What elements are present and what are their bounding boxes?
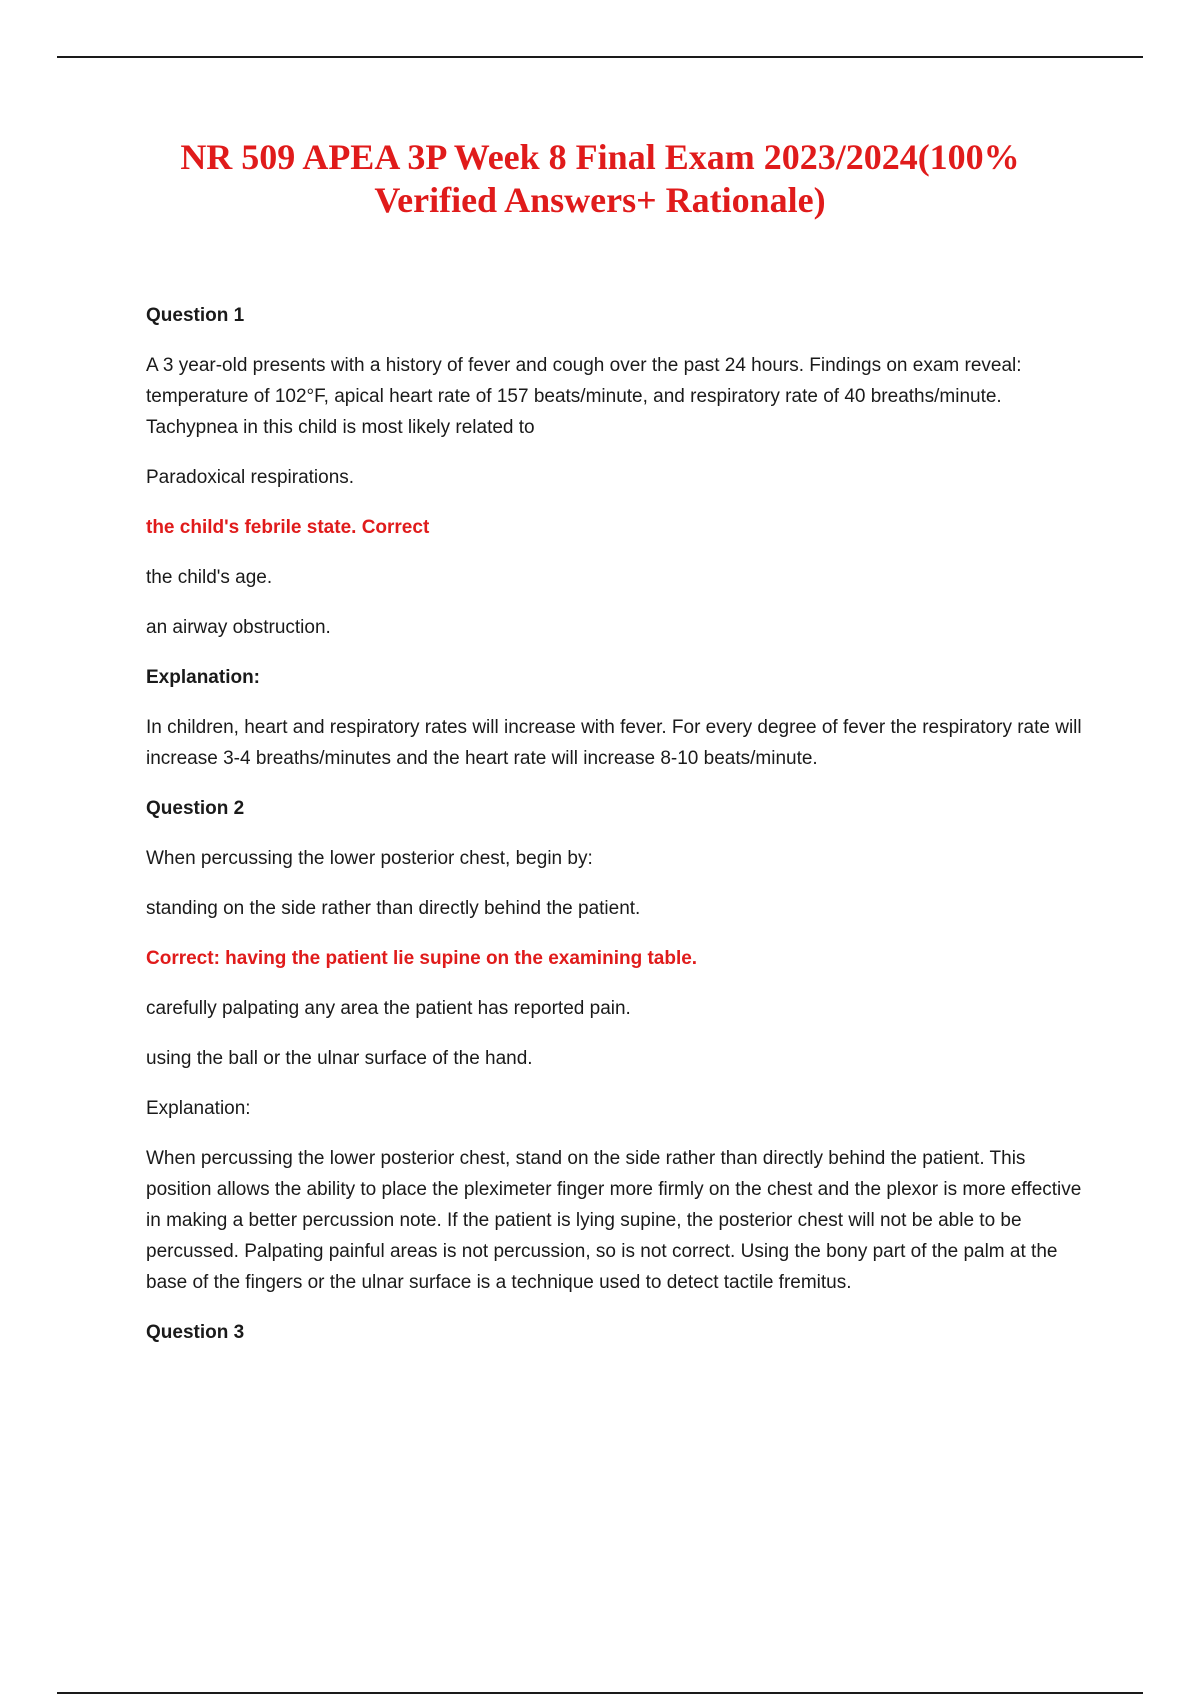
question-1-explanation: In children, heart and respiratory rates will increase with fever. For every degree of fever the respiratory rate will increase 3-4 breaths/minutes and the heart rate will increase 8-10 beats/minute. [146,717,1082,769]
question-1-option-a: Paradoxical respirations. [146,467,355,488]
question-2-option-a: standing on the side rather than directly behind the patient. [146,898,641,919]
question-1-explanation-label: Explanation: [146,667,261,688]
question-1-heading: Question 1 [146,305,245,326]
top-rule [57,56,1143,58]
question-2-option-b-correct: Correct: having the patient lie supine on the examining table. [146,948,698,969]
question-1-prompt: A 3 year-old presents with a history of fever and cough over the past 24 hours. Findings on exam reveal: temperature of 102°F, apical heart rate of 157 beats/minute, and respiratory rate of 40 breaths/minute. Tachypnea in this child is most likely related to [146,355,1022,438]
question-1-option-b-correct: the child's febrile state. Correct [146,517,430,538]
bottom-rule [57,1692,1143,1694]
question-1-option-d: an airway obstruction. [146,617,331,638]
document-title [100,136,1100,222]
question-2-heading: Question 2 [146,798,245,819]
question-2-option-d: using the ball or the ulnar surface of the hand. [146,1048,533,1069]
question-2-explanation: When percussing the lower posterior chest, stand on the side rather than directly behind the patient. This position allows the ability to place the pleximeter finger more firmly on the chest and the plexor is more effective in making a better percussion note. If the patient is lying supine, the posterior chest will not be able to be percussed. Palpating painful areas is not percussion, so is not correct. Using the bony part of the palm at the base of the fingers or the ulnar surface is a technique used to detect tactile fremitus. [146,1148,1082,1293]
question-2-explanation-label: Explanation: [146,1098,251,1119]
document-body [146,300,1096,1367]
document-title-line-2: Verified Answers+ Rationale) [374,180,826,220]
question-1-option-c: the child's age. [146,567,273,588]
question-3-heading: Question 3 [146,1322,245,1343]
question-2-prompt: When percussing the lower posterior chest, begin by: [146,848,593,869]
question-2-option-c: carefully palpating any area the patient has reported pain. [146,998,631,1019]
document-title-line-1: NR 509 APEA 3P Week 8 Final Exam 2023/2024(100% [180,137,1020,177]
